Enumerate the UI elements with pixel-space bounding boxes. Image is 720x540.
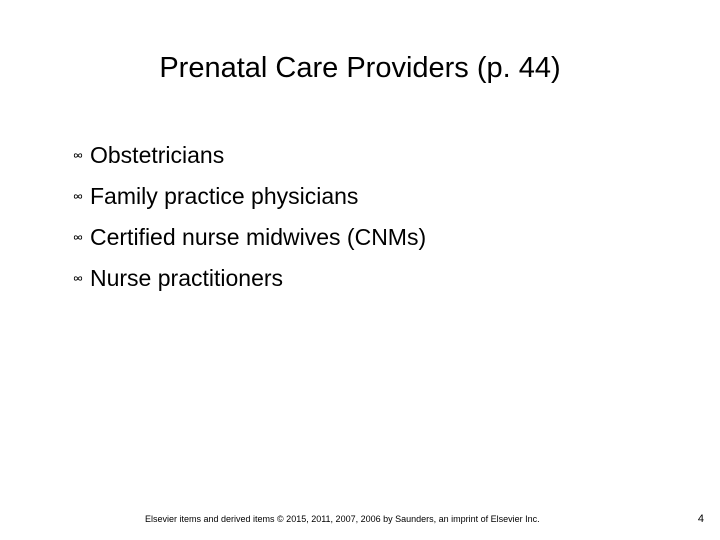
bullet-list [72, 135, 426, 299]
bullet-item-family-practice-physicians [72, 176, 426, 217]
bullet-text: Obstetricians [90, 142, 225, 168]
infinity-bullet-icon [72, 258, 84, 299]
infinity-bullet-icon [72, 135, 84, 176]
infinity-bullet-icon [72, 217, 84, 258]
bullet-item-nurse-practitioners [72, 258, 426, 299]
bullet-text: Nurse practitioners [90, 265, 284, 291]
bullet-item-obstetricians [72, 135, 426, 176]
page-number: 4 [697, 513, 704, 525]
bullet-text: Certified nurse midwives (CNMs) [90, 224, 427, 250]
infinity-bullet-icon [72, 176, 84, 217]
bullet-item-certified-nurse-midwives [72, 217, 426, 258]
copyright-footer: Elsevier items and derived items © 2015, 2011, 2007, 2006 by Saunders, an imprint of Elsevier Inc. [145, 514, 540, 524]
slide-title: Prenatal Care Providers (p. 44) [159, 52, 561, 84]
bullet-text: Family practice physicians [90, 183, 359, 209]
